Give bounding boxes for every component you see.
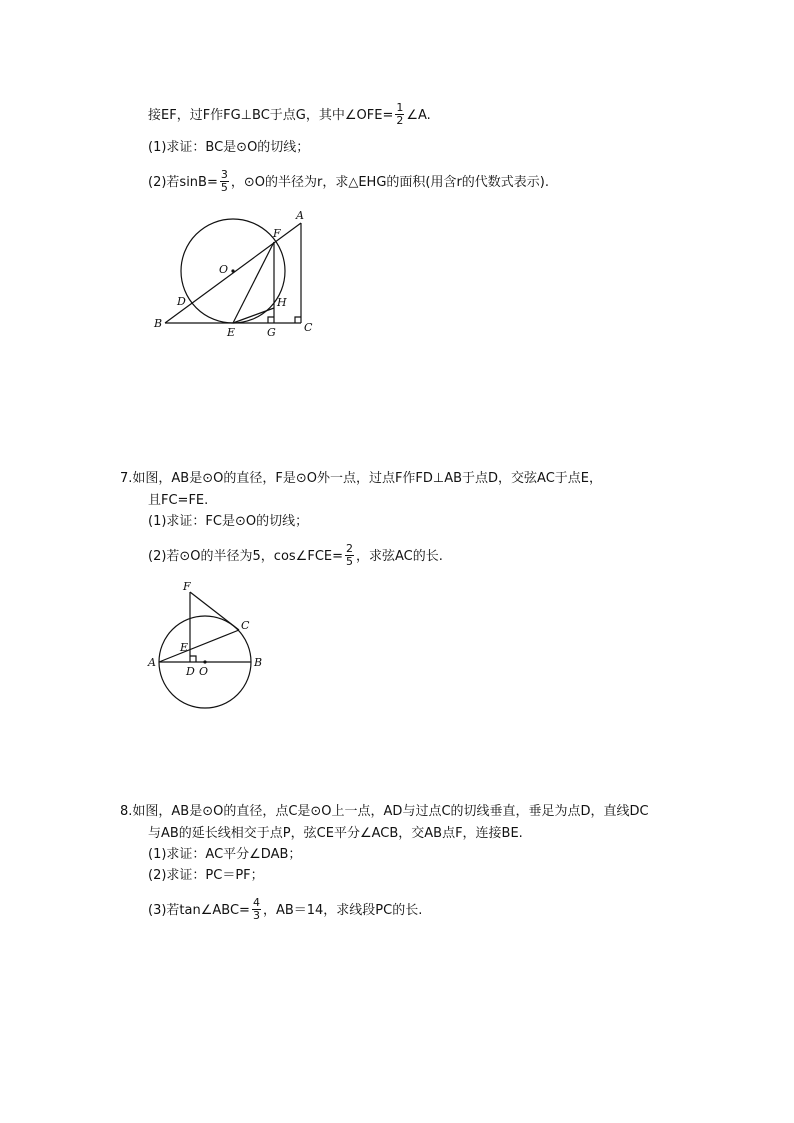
p7-label-e: E: [180, 641, 189, 654]
p7-line-ac: [159, 630, 239, 662]
p6-label-h: H: [277, 296, 287, 309]
p7-center-dot: [203, 660, 206, 663]
p7-part1: (1)求证：FC是⊙O的切线；: [148, 514, 309, 529]
p6-right-angle-g: [268, 317, 274, 323]
p6-right-angle-c: [295, 317, 301, 323]
p6-fraction-half: $\frac{1}{2}$: [396, 101, 404, 127]
p7-part2: (2)若⊙O的半径为5，cos∠FCE= $\frac{2}{5}$ ，求弦AC的长.: [148, 542, 443, 568]
p7-line-fc: [190, 592, 239, 630]
p6-label-d: D: [177, 295, 186, 308]
p6-label-c: C: [304, 321, 313, 334]
p6-label-f: F: [273, 227, 281, 240]
p7-label-b: B: [254, 656, 263, 669]
p8-part1: (1)求证：AC平分∠DAB；: [148, 847, 302, 862]
p7-line1: 7.如图，AB是⊙O的直径，F是⊙O外一点，过点F作FD⊥AB于点D，交弦AC于点E，: [120, 471, 603, 486]
p8-fraction-tan: $\frac{4}{3}$: [252, 896, 260, 922]
p8-part2: (2)求证：PC＝PF；: [148, 868, 264, 883]
p7-label-a: A: [148, 656, 156, 669]
p7-label-o: O: [199, 665, 209, 678]
p8-line1: 8.如图，AB是⊙O的直径，点C是⊙O上一点，AD与过点C的切线垂直，垂足为点D，直线DC: [120, 804, 649, 819]
p6-label-g: G: [267, 326, 276, 339]
p6-line1-b: ∠A.: [406, 108, 431, 123]
p6-part2: (2)若sinB= $\frac{3}{5}$ ，⊙O的半径为r，求△EHG的面积(用含r的代数式表示).: [148, 168, 550, 194]
p7-fraction-cos: $\frac{2}{5}$: [346, 542, 354, 568]
p7-figure: [140, 578, 270, 713]
p7-label-f: F: [183, 580, 191, 593]
p6-center-dot: [231, 269, 234, 272]
p8-line2: 与AB的延长线相交于点P，弦CE平分∠ACB，交AB点F，连接BE.: [148, 826, 523, 841]
p6-label-a: A: [296, 209, 304, 222]
p7-label-c: C: [241, 619, 250, 632]
p7-right-angle-d: [190, 656, 196, 662]
p6-part1: (1)求证：BC是⊙O的切线；: [148, 140, 310, 155]
p6-figure: [150, 205, 320, 340]
p6-label-e: E: [227, 326, 236, 339]
p8-part3: (3)若tan∠ABC= $\frac{4}{3}$ ，AB＝14，求线段PC的长.: [148, 896, 423, 922]
p6-line1: [148, 103, 431, 128]
p6-fraction-sinb: $\frac{3}{5}$: [220, 168, 228, 194]
p7-label-d: D: [186, 665, 195, 678]
p6-label-b: B: [154, 317, 163, 330]
p6-label-o: O: [219, 263, 229, 276]
p6-line1-a: 接EF，过F作FG⊥BC于点G，其中∠OFE=: [148, 108, 394, 123]
p7-line2: 且FC=FE.: [148, 493, 209, 508]
